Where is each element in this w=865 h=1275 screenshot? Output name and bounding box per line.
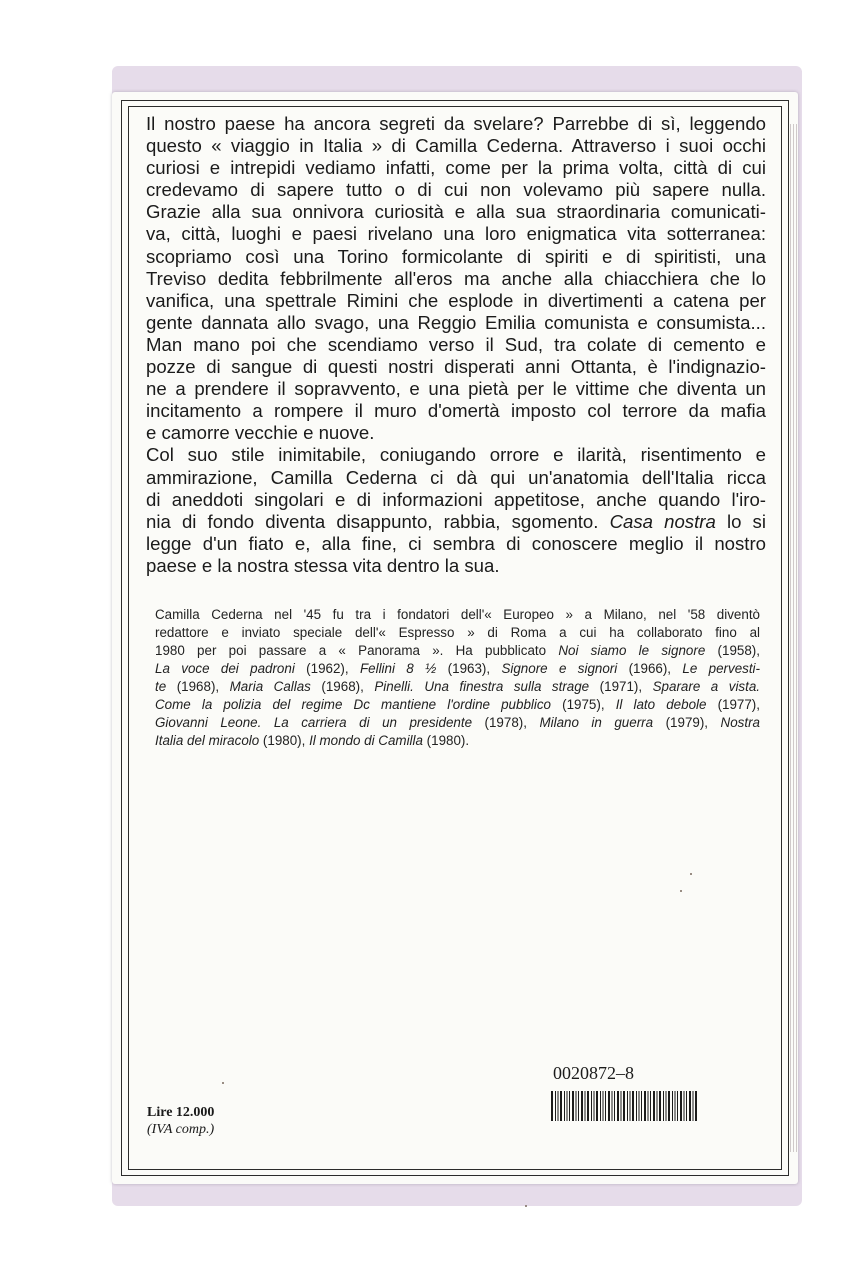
bio-book-title: Giovanni Leone. La carriera di un presidente — [155, 715, 473, 730]
blurb-line: gente dannata allo svago, una Reggio Emilia comunista e consumista... — [146, 311, 766, 333]
bio-text: (1963), — [436, 661, 502, 676]
bio-text: (1968), — [166, 679, 230, 694]
bio-text: (1975), — [551, 697, 616, 712]
blurb-line-mixed — [146, 511, 766, 533]
catalog-code: 0020872–8 — [553, 1063, 634, 1083]
paper-speck — [222, 1082, 224, 1084]
blurb-text — [146, 113, 766, 577]
bio-book-title: Italia del miracolo — [155, 733, 260, 748]
blurb-line: credevamo di sapere tutto o di cui non volevamo più sapere nulla. — [146, 179, 766, 201]
blurb-line: paese e la nostra stessa vita dentro la sua. — [146, 554, 500, 576]
page-edges — [790, 124, 798, 1152]
bio-book-title: Come la polizia del regime Dc mantiene l'ordine pubblico — [155, 697, 551, 712]
bio-book-title: Signore e signori — [501, 661, 618, 676]
blurb-line: Col suo stile inimitabile, coniugando orrore e ilarità, risentimento e — [146, 444, 766, 466]
bio-book-title: Sparare a vista. — [652, 679, 761, 694]
bio-book-title: Pinelli. Una finestra sulla strage — [374, 679, 590, 694]
paper-speck — [525, 1205, 527, 1207]
bio-text: (1966), — [617, 661, 683, 676]
paper-speck — [690, 873, 692, 875]
bio-line — [155, 642, 760, 660]
bio-book-title: La voce dei padroni — [155, 661, 295, 676]
blurb-line: va, città, luoghi e paesi rivelano una loro enigmatica vita sotterranea: — [146, 223, 766, 245]
bio-text: (1958), — [705, 643, 760, 658]
bio-book-title: Fellini 8 ½ — [359, 661, 437, 676]
bio-book-title: Maria Callas — [229, 679, 311, 694]
bio-text: (1980), — [259, 733, 310, 748]
bio-line — [155, 732, 760, 750]
blurb-line: pozze di sangue di questi nostri disperati anni Ottanta, è l'indignazio- — [146, 356, 766, 378]
bio-line: redattore e inviato speciale dell'« Espresso » di Roma a cui ha collaborato fino al — [155, 625, 760, 640]
blurb-line: di aneddoti singolari e di informazioni appetitose, anche quando l'iro- — [146, 488, 766, 510]
bio-book-title: Le pervesti- — [682, 661, 760, 676]
bio-book-title: Milano in guerra — [539, 715, 654, 730]
author-bio — [155, 606, 760, 750]
bio-text: (1968), — [310, 679, 375, 694]
bio-text: (1978), — [472, 715, 540, 730]
blurb-line: e camorre vecchie e nuove. — [146, 422, 375, 444]
bio-text: (1962), — [294, 661, 360, 676]
bio-book-title: Il mondo di Camilla — [309, 733, 423, 748]
blurb-line: vanifica, una spettrale Rimini che esplode in divertimenti a catena per — [146, 289, 766, 311]
paper-speck — [680, 890, 682, 892]
price-block — [147, 1104, 214, 1138]
bio-line — [155, 660, 760, 678]
price-amount: Lire 12.000 — [147, 1105, 215, 1120]
bio-text: (1977), — [706, 697, 760, 712]
blurb-line: Man mano poi che scendiamo verso il Sud, tra colate di cemento e — [146, 333, 766, 355]
bio-text: (1980). — [422, 733, 470, 748]
blurb-line: incitamento a rompere il muro d'omertà imposto col terrore da mafia — [146, 400, 766, 422]
bio-book-title: Nostra — [720, 715, 760, 730]
bio-line: Camilla Cederna nel '45 fu tra i fondatori dell'« Europeo » a Milano, nel '58 diventò — [155, 607, 760, 622]
blurb-fragment: nia di fondo diventa disappunto, rabbia, sgomento. — [146, 510, 599, 532]
blurb-line: Grazie alla sua onnivora curiosità e alla sua straordinaria comunicati- — [146, 201, 766, 223]
bio-book-title: Noi siamo le signore — [558, 643, 706, 658]
blurb-line: Treviso dedita febbrilmente all'eros ma anche alla chiacchiera che lo — [146, 267, 766, 289]
bio-book-title: Il lato debole — [615, 697, 707, 712]
bio-text: (1971), — [589, 679, 653, 694]
blurb-line: ammirazione, Camilla Cederna ci dà qui un'anatomia dell'Italia ricca — [146, 466, 766, 488]
blurb-line: ne a prendere il sopravvento, e una pietà per le vittime che diventa un — [146, 378, 766, 400]
bio-line — [155, 714, 760, 732]
bio-text: 1980 per poi passare a « Panorama ». Ha pubblicato — [155, 643, 559, 658]
blurb-fragment: lo si — [726, 510, 766, 532]
blurb-line: legge d'un fiato e, alla fine, ci sembra di conoscere meglio il nostro — [146, 532, 766, 554]
blurb-line: Il nostro paese ha ancora segreti da svelare? Parrebbe di sì, leggendo — [146, 113, 766, 134]
bio-text: (1979), — [653, 715, 721, 730]
blurb-line: scopriamo così una Torino formicolante di spiriti e di spiritisti, una — [146, 245, 766, 267]
blurb-line: questo « viaggio in Italia » di Camilla Cederna. Attraverso i suoi occhi — [146, 135, 766, 157]
barcode-icon — [551, 1091, 699, 1121]
bio-line — [155, 696, 760, 714]
book-title-casa-nostra: Casa nostra — [609, 510, 716, 532]
bio-line — [155, 678, 760, 696]
blurb-line: curiosi e intrepidi vediamo infatti, come per la prima volta, città di cui — [146, 157, 766, 179]
bio-book-title: te — [155, 679, 167, 694]
price-vat: (IVA comp.) — [147, 1122, 215, 1137]
